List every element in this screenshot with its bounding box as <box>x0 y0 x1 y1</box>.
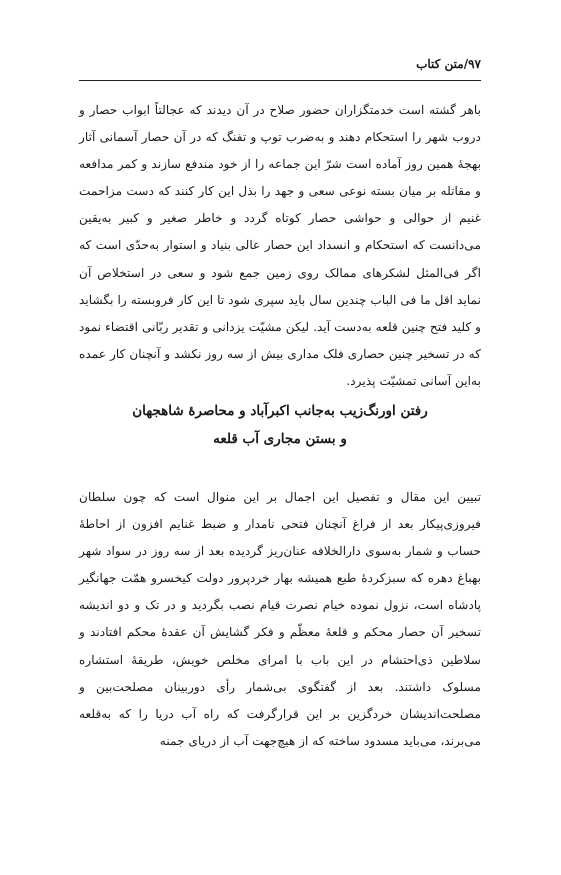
running-header-page-title: ۹۷/متن کتاب <box>416 57 481 71</box>
section-heading-line-1: رفتن اورنگ‌زیب به‌جانب اکبرآباد و محاصرهٔ شاهجهان <box>132 403 428 419</box>
header-divider <box>79 80 481 81</box>
section-heading-line-2: و بستن مجاری آب قلعه <box>213 431 347 447</box>
body-paragraph-1: باهر گشته است خدمتگزاران حضور صلاح در آن دیدند که عجالتاً ابواب حصار و دروب شهر را استحکام دهند و به‌ضرب توپ و تفنگ که در آن حصار آسمانی آثار بهجهٔ همین روز آماده است شرّ این جماعه را از خود مندفع سازند و کمر مدافعه و مقاتله بر میان بسته نوعی سعی و جهد را بذل این کار کنند که دست مزاحمت غنیم از حوالی و حواشی حصار کوتاه گردد و خاطر صغیر و کبیر به‌یقین می‌دانست که استحکام و انسداد این حصار عالی بنیاد و استوار به‌حدّی است که اگر فی‌المثل لشکرهای ممالک روی زمین جمع شود و سعی در استخلاص آن نماید اقل ما فی الباب چندین سال باید سپری شود تا این کار فروبسته را بگشاید و کلید فتح چنین قلعه به‌دست آید. لیکن مشیّت یزدانی و تقدیر ربّانی اقتضاء نمود که در تسخیر چنین حصاری فلک مداری بیش از سه روز نکشد و آنچنان کار عمده به‌این آسانی تمشیّت پذیرد. <box>79 103 481 388</box>
body-paragraph-2: تبیین این مقال و تفصیل این اجمال بر این منوال است که چون سلطان فیروزی‌پیکار بعد از فراغ آنچنان فتحی نامدار و ضبط غنایم افزون از احاطهٔ حساب و شمار به‌سوی دارالخلافه عنان‌ریز گردیده بعد از سه روز در سواد شهر بهباغ دهره که سبزکردهٔ طبع همیشه بهار خردپرور دولت کیخسرو همّت جهانگیر پادشاه است، نزول نموده خیام نصرت قیام نصب بگردید و در تک و دو اندیشه تسخیر آن حصار محکم و قلعهٔ معظّم و فکر گشایش آن عقدهٔ محکم افتادند و سلاطین ذی‌احتشام در این باب با امرای مخلص خویش، طریقهٔ استشاره مسلوک داشتند. بعد از گفتگوی بی‌شمار رأی دوربینان مصلحت‌بین و مصلحت‌اندیشان خردگزین بر این قرارگرفت که راه آب دریا را که به‌قلعه می‌برند، می‌باید مسدود ساخته که از هیچ‌جهت آب از دریای جمنه <box>79 490 481 748</box>
